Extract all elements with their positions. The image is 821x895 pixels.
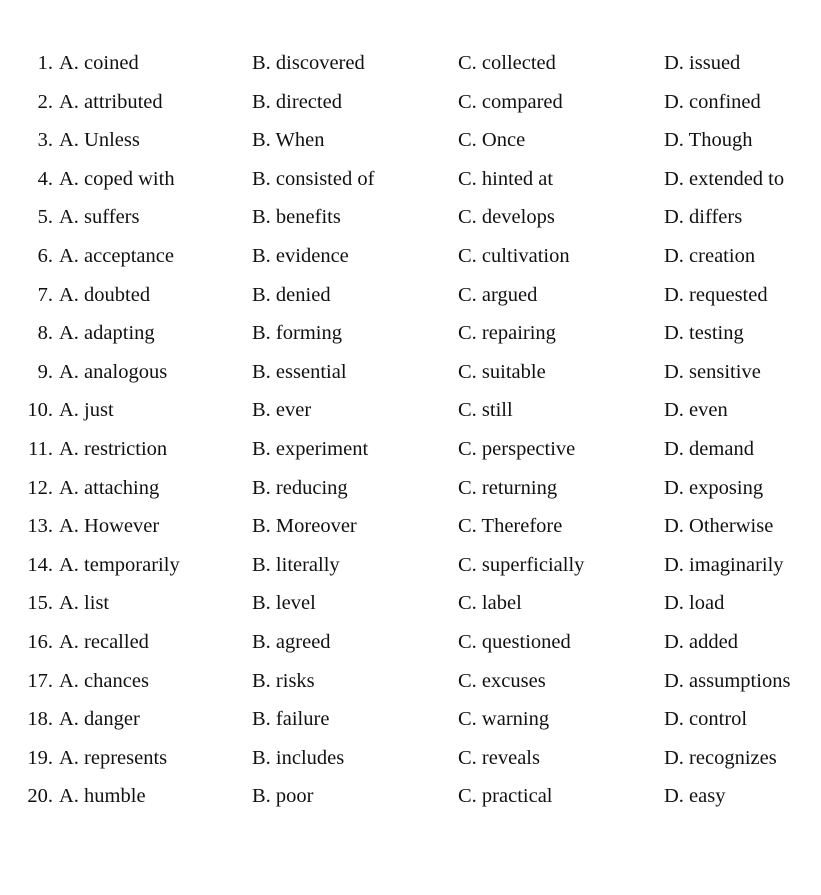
question-number: 4. <box>37 167 53 190</box>
question-row-4 <box>0 160 821 199</box>
option-d: D. extended to <box>664 167 785 190</box>
option-a: A. chances <box>59 669 149 692</box>
option-d: D. easy <box>664 785 726 808</box>
option-a: A. restriction <box>59 437 168 460</box>
option-b: B. consisted of <box>252 167 375 190</box>
option-d: D. requested <box>664 283 768 306</box>
question-number: 9. <box>37 360 53 383</box>
option-d: D. control <box>664 708 748 731</box>
option-b: B. level <box>252 592 316 615</box>
option-c: C. warning <box>458 708 550 731</box>
option-a: A. list <box>59 592 110 615</box>
option-c: C. repairing <box>458 322 556 345</box>
question-number: 18. <box>27 708 53 731</box>
question-row-7 <box>0 276 821 315</box>
option-c: C. questioned <box>458 630 571 653</box>
question-number: 6. <box>37 244 53 267</box>
option-d: D. creation <box>664 244 756 267</box>
option-c: C. reveals <box>458 746 540 769</box>
option-a: A. danger <box>59 708 140 731</box>
option-a: A. adapting <box>59 322 155 345</box>
option-d: D. load <box>664 592 725 615</box>
option-c: C. label <box>458 592 522 615</box>
question-number: 3. <box>37 129 53 152</box>
question-row-12 <box>0 469 821 508</box>
question-row-18 <box>0 700 821 739</box>
option-b: B. ever <box>252 399 312 422</box>
option-b: B. directed <box>252 90 342 113</box>
option-c: C. cultivation <box>458 244 570 267</box>
question-row-6 <box>0 237 821 276</box>
question-row-8 <box>0 314 821 353</box>
option-c: C. suitable <box>458 360 546 383</box>
option-b: B. benefits <box>252 206 341 229</box>
option-a: A. attaching <box>59 476 160 499</box>
option-b: B. poor <box>252 785 314 808</box>
option-c: C. compared <box>458 90 563 113</box>
option-b: B. failure <box>252 708 330 731</box>
option-b: B. risks <box>252 669 315 692</box>
option-d: D. even <box>664 399 728 422</box>
question-row-11 <box>0 430 821 469</box>
option-a: A. recalled <box>59 630 149 653</box>
option-b: B. experiment <box>252 437 369 460</box>
option-c: C. collected <box>458 52 556 74</box>
question-row-16 <box>0 623 821 662</box>
question-number: 16. <box>27 630 53 653</box>
question-number: 7. <box>37 283 53 306</box>
option-a: A. humble <box>59 785 146 808</box>
option-c: C. argued <box>458 283 538 306</box>
option-a: A. However <box>59 515 160 538</box>
option-b: B. denied <box>252 283 331 306</box>
option-c: C. practical <box>458 785 553 808</box>
option-b: B. includes <box>252 746 345 769</box>
answer-options-list <box>0 44 821 816</box>
option-c: C. still <box>458 399 513 422</box>
option-b: B. When <box>252 129 325 152</box>
option-c: C. hinted at <box>458 167 554 190</box>
question-number: 5. <box>37 206 53 229</box>
option-a: A. just <box>59 399 114 422</box>
option-b: B. discovered <box>252 52 365 74</box>
question-number: 1. <box>37 52 53 74</box>
question-number: 17. <box>27 669 53 692</box>
option-c: C. returning <box>458 476 558 499</box>
question-number: 2. <box>37 90 53 113</box>
option-a: A. suffers <box>59 206 140 229</box>
question-row-1 <box>0 44 821 83</box>
question-row-9 <box>0 353 821 392</box>
question-number: 15. <box>27 592 53 615</box>
option-a: A. Unless <box>59 129 140 152</box>
option-a: A. analogous <box>59 360 168 383</box>
question-row-2 <box>0 83 821 122</box>
question-row-19 <box>0 739 821 778</box>
question-number: 13. <box>27 515 53 538</box>
option-d: D. issued <box>664 52 741 74</box>
option-d: D. Otherwise <box>664 515 774 538</box>
option-c: C. perspective <box>458 437 576 460</box>
question-row-5 <box>0 198 821 237</box>
option-c: C. Therefore <box>458 515 563 538</box>
option-d: D. added <box>664 630 739 653</box>
question-number: 14. <box>27 553 53 576</box>
question-number: 8. <box>37 322 53 345</box>
option-d: D. Though <box>664 129 753 152</box>
option-c: C. superficially <box>458 553 585 576</box>
option-d: D. imaginarily <box>664 553 784 576</box>
option-b: B. Moreover <box>252 515 357 538</box>
option-c: C. Once <box>458 129 526 152</box>
option-b: B. agreed <box>252 630 331 653</box>
question-row-3 <box>0 121 821 160</box>
option-a: A. coined <box>59 52 139 74</box>
question-number: 19. <box>27 746 53 769</box>
option-d: D. exposing <box>664 476 764 499</box>
option-d: D. assumptions <box>664 669 791 692</box>
option-d: D. testing <box>664 322 744 345</box>
option-a: A. attributed <box>59 90 163 113</box>
question-number: 12. <box>27 476 53 499</box>
question-row-20 <box>0 777 821 816</box>
question-number: 11. <box>28 437 53 460</box>
question-row-13 <box>0 507 821 546</box>
question-row-15 <box>0 584 821 623</box>
option-d: D. confined <box>664 90 761 113</box>
option-c: C. excuses <box>458 669 546 692</box>
option-b: B. essential <box>252 360 347 383</box>
option-a: A. acceptance <box>59 244 174 267</box>
option-d: D. demand <box>664 437 754 460</box>
option-d: D. recognizes <box>664 746 777 769</box>
question-row-17 <box>0 662 821 701</box>
option-a: A. doubted <box>59 283 151 306</box>
question-row-14 <box>0 546 821 585</box>
option-b: B. literally <box>252 553 340 576</box>
option-a: A. represents <box>59 746 168 769</box>
question-number: 10. <box>27 399 53 422</box>
option-a: A. temporarily <box>59 553 180 576</box>
question-row-10 <box>0 391 821 430</box>
option-a: A. coped with <box>59 167 175 190</box>
option-b: B. forming <box>252 322 342 345</box>
question-number: 20. <box>27 785 53 808</box>
option-b: B. reducing <box>252 476 348 499</box>
option-d: D. sensitive <box>664 360 761 383</box>
option-b: B. evidence <box>252 244 349 267</box>
option-c: C. develops <box>458 206 555 229</box>
option-d: D. differs <box>664 206 743 229</box>
